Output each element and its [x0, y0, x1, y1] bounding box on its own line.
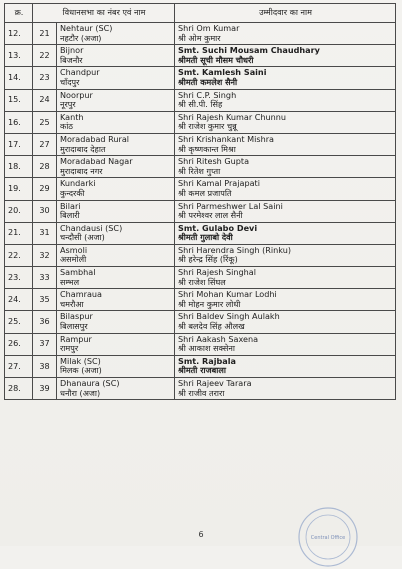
candidate-name-hi: श्रीमती सूची मौसम चौधरी — [178, 54, 254, 65]
table-row — [5, 133, 396, 155]
row-constituency-name — [57, 222, 175, 244]
candidate-name-en: Shri Krishankant Mishra — [178, 133, 274, 144]
constituency-name-en: Noorpur — [60, 89, 93, 100]
table-header-row — [5, 4, 396, 23]
row-candidate — [175, 244, 396, 266]
candidate-name-hi: श्री आकाश सक्सेना — [178, 343, 235, 354]
constituency-name-hi: नूरपुर — [60, 99, 76, 110]
row-constituency-number: 32 — [33, 244, 57, 266]
row-candidate — [175, 89, 396, 111]
row-serial: 15. — [5, 89, 33, 111]
row-constituency-number: 21 — [33, 23, 57, 45]
constituency-name-hi: चमरौआ — [60, 298, 84, 309]
candidate-name-hi: श्री राजेश सिंघल — [178, 276, 226, 287]
candidate-name-en: Shri Aakash Saxena — [178, 333, 259, 344]
header-candidate: उम्मीदवार का नाम — [175, 4, 396, 23]
row-candidate — [175, 111, 396, 133]
table-row — [5, 45, 396, 67]
constituency-name-en: Chamraua — [60, 289, 103, 300]
constituency-name-en: Rampur — [60, 333, 92, 344]
table-row — [5, 67, 396, 89]
candidate-name-hi: श्री हरेन्द्र सिंह (रिंकू) — [178, 254, 238, 265]
constituency-name-en: Asmoli — [60, 244, 88, 255]
candidate-name-en: Shri Harendra Singh (Rinku) — [178, 244, 291, 255]
row-candidate — [175, 222, 396, 244]
row-candidate — [175, 133, 396, 155]
row-constituency-name — [57, 156, 175, 178]
table-row — [5, 23, 396, 45]
candidate-name-hi: श्री बलदेव सिंह औलख — [178, 321, 245, 332]
constituency-name-hi: धनौरा (अजा) — [60, 387, 101, 398]
candidate-name-en: Shri Rajesh Singhal — [178, 267, 256, 278]
row-constituency-name — [57, 267, 175, 289]
candidate-name-en: Smt. Gulabo Devi — [178, 222, 258, 233]
constituency-name-en: Sambhal — [60, 267, 96, 278]
row-serial: 24. — [5, 289, 33, 311]
constituency-name-en: Moradabad Rural — [60, 133, 130, 144]
row-constituency-name — [57, 133, 175, 155]
row-constituency-number: 22 — [33, 45, 57, 67]
table-row — [5, 267, 396, 289]
row-constituency-number: 24 — [33, 89, 57, 111]
row-constituency-name — [57, 333, 175, 355]
candidate-name-hi: श्री सी.पी. सिंह — [178, 99, 223, 110]
candidate-name-en: Shri Rajeev Tarara — [178, 378, 252, 388]
row-candidate — [175, 178, 396, 200]
candidate-table — [4, 3, 396, 400]
candidate-name-hi: श्रीमती कमलेश सैनी — [178, 76, 238, 87]
candidate-name-en: Shri Mohan Kumar Lodhi — [178, 289, 277, 300]
stamp-text: Central Office — [310, 535, 346, 541]
row-candidate — [175, 67, 396, 89]
row-serial: 28. — [5, 378, 33, 400]
candidate-name-hi: श्री राजेश कुमार चुन्नू — [178, 121, 237, 132]
row-serial: 20. — [5, 200, 33, 222]
candidate-name-hi: श्री कृष्णकान्त मिश्रा — [178, 143, 236, 154]
constituency-name-en: Chandausi (SC) — [60, 222, 123, 233]
row-constituency-number: 36 — [33, 311, 57, 333]
row-constituency-number: 37 — [33, 333, 57, 355]
row-candidate — [175, 289, 396, 311]
row-constituency-number: 38 — [33, 355, 57, 377]
constituency-name-en: Nehtaur (SC) — [60, 23, 113, 33]
candidate-name-hi: श्री कमल प्रजापति — [178, 187, 232, 198]
candidate-name-en: Smt. Suchi Mousam Chaudhary — [178, 45, 320, 56]
row-constituency-name — [57, 355, 175, 377]
table-row — [5, 311, 396, 333]
constituency-name-hi: रामपुर — [60, 343, 79, 354]
row-serial: 23. — [5, 267, 33, 289]
candidate-name-hi: श्रीमती राजबाला — [178, 365, 226, 376]
row-constituency-name — [57, 289, 175, 311]
table-row — [5, 333, 396, 355]
candidate-name-hi: श्री ओम कुमार — [178, 32, 221, 43]
party-stamp-icon — [296, 505, 360, 569]
table-row — [5, 111, 396, 133]
constituency-name-en: Dhanaura (SC) — [60, 378, 120, 388]
constituency-name-hi: कांठ — [60, 121, 74, 132]
row-serial: 21. — [5, 222, 33, 244]
row-constituency-number: 39 — [33, 378, 57, 400]
row-candidate — [175, 156, 396, 178]
constituency-name-hi: मिलक (अजा) — [60, 365, 102, 376]
table-row — [5, 89, 396, 111]
constituency-name-en: Bilaspur — [60, 311, 93, 322]
row-constituency-number: 31 — [33, 222, 57, 244]
candidate-name-hi: श्री रितेश गुप्ता — [178, 165, 221, 176]
candidate-name-en: Shri Ritesh Gupta — [178, 156, 250, 167]
candidate-name-hi: श्री परमेश्वर लाल सैनी — [178, 210, 243, 221]
constituency-name-hi: बिजनौर — [60, 54, 83, 65]
constituency-name-en: Kundarki — [60, 178, 96, 189]
table-row — [5, 355, 396, 377]
row-serial: 26. — [5, 333, 33, 355]
row-serial: 25. — [5, 311, 33, 333]
row-constituency-number: 27 — [33, 133, 57, 155]
row-constituency-name — [57, 89, 175, 111]
row-constituency-number: 30 — [33, 200, 57, 222]
constituency-name-en: Moradabad Nagar — [60, 156, 133, 167]
candidate-name-hi: श्री मोहन कुमार लोधी — [178, 298, 241, 309]
page-number: 6 — [198, 530, 204, 539]
row-constituency-name — [57, 178, 175, 200]
candidate-name-en: Shri Rajesh Kumar Chunnu — [178, 111, 287, 122]
constituency-name-hi: चाँदपुर — [60, 76, 80, 87]
header-serial: क्र. — [5, 4, 33, 23]
row-serial: 14. — [5, 67, 33, 89]
constituency-name-hi: बिलासपुर — [60, 321, 88, 332]
constituency-name-en: Chandpur — [60, 67, 100, 78]
row-constituency-name — [57, 67, 175, 89]
constituency-name-hi: असमोली — [60, 254, 87, 265]
table-row — [5, 200, 396, 222]
row-constituency-name — [57, 244, 175, 266]
constituency-name-hi: मुरादाबाद देहात — [60, 143, 106, 154]
row-serial: 18. — [5, 156, 33, 178]
constituency-name-hi: नहटौर (अजा) — [60, 32, 102, 43]
constituency-name-hi: कुन्दरकी — [60, 187, 85, 198]
row-constituency-number: 33 — [33, 267, 57, 289]
candidate-name-en: Smt. Kamlesh Saini — [178, 67, 267, 78]
row-candidate — [175, 333, 396, 355]
row-constituency-name — [57, 45, 175, 67]
candidate-name-en: Shri Kamal Prajapati — [178, 178, 260, 189]
row-constituency-number: 23 — [33, 67, 57, 89]
constituency-name-hi: मुरादाबाद नगर — [60, 165, 103, 176]
table-row — [5, 378, 396, 400]
row-constituency-name — [57, 378, 175, 400]
row-constituency-number: 29 — [33, 178, 57, 200]
row-serial: 12. — [5, 23, 33, 45]
constituency-name-en: Bijnor — [60, 45, 84, 56]
row-constituency-number: 28 — [33, 156, 57, 178]
row-candidate — [175, 267, 396, 289]
row-candidate — [175, 200, 396, 222]
constituency-name-hi: चन्दौसी (अजा) — [60, 232, 105, 243]
candidate-name-hi: श्रीमती गुलाबो देवी — [178, 232, 233, 243]
row-serial: 16. — [5, 111, 33, 133]
candidate-name-en: Shri Om Kumar — [178, 23, 240, 33]
candidate-name-en: Shri C.P. Singh — [178, 89, 237, 100]
constituency-name-en: Kanth — [60, 111, 84, 122]
table-row — [5, 244, 396, 266]
row-candidate — [175, 45, 396, 67]
row-serial: 27. — [5, 355, 33, 377]
row-constituency-name — [57, 200, 175, 222]
row-constituency-name — [57, 111, 175, 133]
table-row — [5, 178, 396, 200]
header-constituency: विधानसभा का नंबर एवं नाम — [33, 4, 175, 23]
candidate-name-en: Smt. Rajbala — [178, 355, 236, 366]
table-row — [5, 156, 396, 178]
table-row — [5, 222, 396, 244]
row-serial: 13. — [5, 45, 33, 67]
row-constituency-name — [57, 311, 175, 333]
row-candidate — [175, 378, 396, 400]
constituency-name-en: Milak (SC) — [60, 355, 101, 366]
candidate-name-hi: श्री राजीव तरारा — [178, 387, 225, 398]
constituency-name-en: Bilari — [60, 200, 81, 211]
constituency-name-hi: बिलारी — [60, 210, 80, 221]
row-serial: 19. — [5, 178, 33, 200]
candidate-name-en: Shri Parmeshwer Lal Saini — [178, 200, 283, 211]
table-row — [5, 289, 396, 311]
row-serial: 22. — [5, 244, 33, 266]
row-constituency-number: 35 — [33, 289, 57, 311]
constituency-name-hi: सम्भल — [60, 276, 80, 287]
row-candidate — [175, 311, 396, 333]
row-constituency-number: 25 — [33, 111, 57, 133]
candidate-name-en: Shri Baldev Singh Aulakh — [178, 311, 280, 322]
row-serial: 17. — [5, 133, 33, 155]
row-constituency-name — [57, 23, 175, 45]
row-candidate — [175, 23, 396, 45]
row-candidate — [175, 355, 396, 377]
